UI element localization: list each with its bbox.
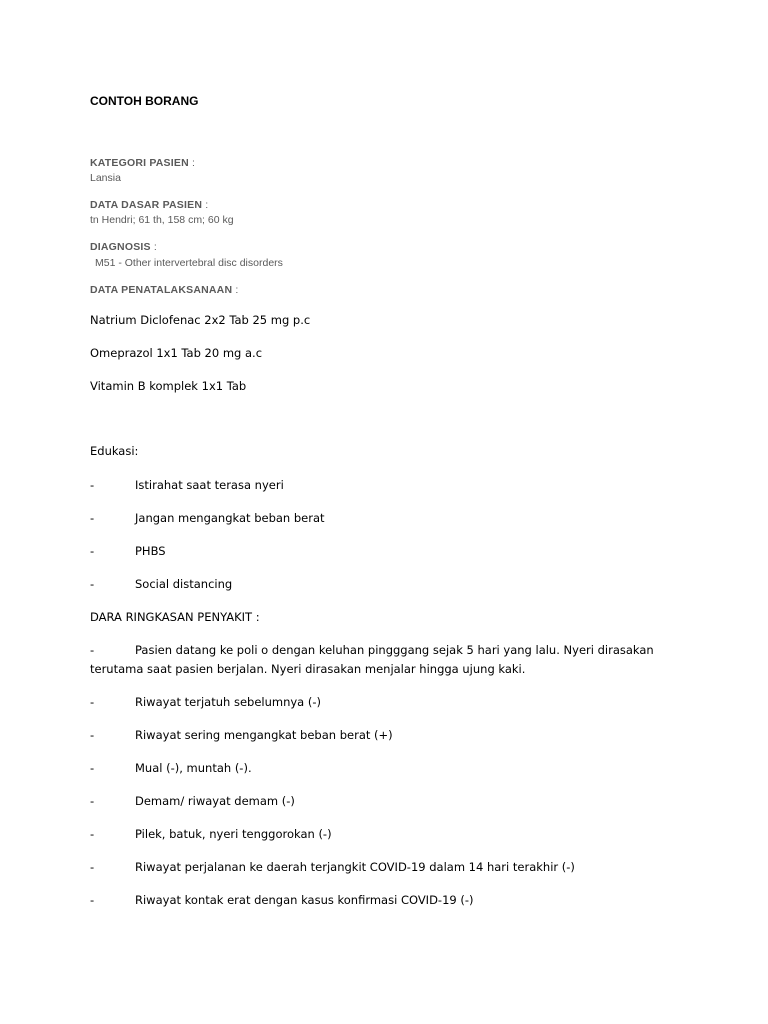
ringkasan-item: Mual (-), muntah (-). (135, 761, 252, 775)
bullet-dash: - (90, 860, 95, 874)
medication-item: Omeprazol 1x1 Tab 20 mg a.c (90, 346, 263, 360)
diagnosis-colon: : (150, 241, 157, 253)
penatalaksanaan-colon: : (232, 284, 239, 296)
ringkasan-item: Pilek, batuk, nyeri tenggorokan (-) (135, 827, 332, 841)
ringkasan-paragraph-line-2: terutama saat pasien berjalan. Nyeri dirasakan menjalar hingga ujung kaki. (90, 662, 526, 676)
bullet-dash: - (90, 827, 95, 841)
medication-item: Vitamin B komplek 1x1 Tab (90, 379, 247, 393)
penatalaksanaan-label-text: DATA PENATALAKSANAAN (90, 284, 233, 296)
data-dasar-colon: : (202, 199, 209, 211)
ringkasan-item: Riwayat terjatuh sebelumnya (-) (135, 695, 321, 709)
bullet-dash: - (90, 794, 95, 808)
data-dasar-label (90, 199, 208, 211)
ringkasan-item: Riwayat kontak erat dengan kasus konfirmasi COVID-19 (-) (135, 893, 474, 907)
data-dasar-label-text: DATA DASAR PASIEN (90, 199, 203, 211)
edukasi-heading: Edukasi: (90, 444, 139, 458)
edukasi-item: Social distancing (135, 577, 233, 591)
bullet-dash: - (90, 478, 95, 492)
bullet-dash: - (90, 728, 95, 742)
document-title: CONTOH BORANG (90, 94, 199, 108)
diagnosis-label (90, 241, 157, 253)
bullet-dash: - (90, 893, 95, 907)
ringkasan-item: Demam/ riwayat demam (-) (135, 794, 295, 808)
bullet-dash: - (90, 643, 95, 657)
bullet-dash: - (90, 761, 95, 775)
ringkasan-paragraph-line-1: Pasien datang ke poli o dengan keluhan pingggang sejak 5 hari yang lalu. Nyeri dirasakan (135, 643, 654, 657)
kategori-label (90, 157, 195, 169)
bullet-dash: - (90, 544, 95, 558)
bullet-dash: - (90, 695, 95, 709)
kategori-label-text: KATEGORI PASIEN (90, 157, 189, 169)
diagnosis-label-text: DIAGNOSIS (90, 241, 151, 253)
diagnosis-value: M51 - Other intervertebral disc disorders (95, 257, 283, 269)
kategori-value: Lansia (90, 172, 121, 184)
penatalaksanaan-label (90, 284, 239, 296)
ringkasan-item: Riwayat sering mengangkat beban berat (+) (135, 728, 393, 742)
ringkasan-heading: DARA RINGKASAN PENYAKIT : (90, 610, 260, 624)
edukasi-item: Istirahat saat terasa nyeri (135, 478, 284, 492)
ringkasan-item: Riwayat perjalanan ke daerah terjangkit COVID-19 dalam 14 hari terakhir (-) (135, 860, 575, 874)
kategori-colon: : (188, 157, 196, 169)
edukasi-item: Jangan mengangkat beban berat (135, 511, 325, 525)
bullet-dash: - (90, 577, 95, 591)
medication-item: Natrium Diclofenac 2x2 Tab 25 mg p.c (90, 313, 311, 327)
edukasi-item: PHBS (135, 544, 166, 558)
data-dasar-value: tn Hendri; 61 th, 158 cm; 60 kg (90, 214, 234, 226)
bullet-dash: - (90, 511, 95, 525)
